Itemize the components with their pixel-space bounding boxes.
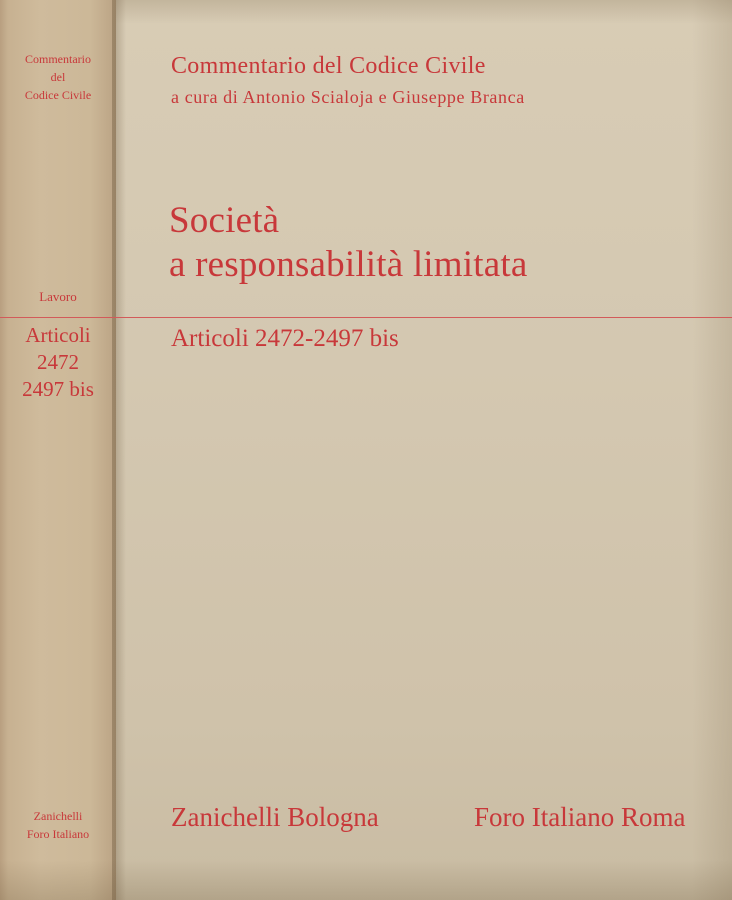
cover-publisher-roma: Foro Italiano Roma bbox=[474, 802, 686, 832]
spine-articles-line: 2497 bis bbox=[22, 377, 94, 401]
cover-series-title: Commentario del Codice Civile bbox=[171, 53, 486, 79]
spine-publisher-line: Zanichelli bbox=[33, 809, 83, 823]
book-spine bbox=[0, 0, 116, 900]
spine-section-label: Lavoro bbox=[39, 289, 77, 304]
cover-edge-shadow bbox=[692, 0, 732, 900]
red-horizontal-rule bbox=[0, 317, 732, 318]
spine-publisher-line: Foro Italiano bbox=[26, 827, 90, 841]
spine-articles-line: 2472 bbox=[37, 350, 79, 374]
spine-series-title bbox=[0, 50, 116, 104]
spine-articles bbox=[0, 322, 116, 403]
spine-series-line: del bbox=[50, 70, 66, 84]
spine-series-line: Codice Civile bbox=[24, 88, 92, 102]
cover-title-line: a responsabilità limitata bbox=[169, 244, 528, 285]
cover-top-wear bbox=[116, 0, 732, 24]
spine-articles-line: Articoli bbox=[25, 323, 91, 347]
cover-bottom-wear bbox=[0, 860, 732, 900]
cover-title-line: Società bbox=[169, 200, 280, 241]
cover-publisher-bologna: Zanichelli Bologna bbox=[171, 802, 379, 832]
cover-articles: Articoli 2472-2497 bis bbox=[171, 325, 399, 352]
front-cover bbox=[116, 0, 732, 900]
cover-editors: a cura di Antonio Scialoja e Giuseppe Branca bbox=[171, 87, 525, 107]
cover-main-title bbox=[169, 199, 527, 287]
spine-series-line: Commentario bbox=[25, 52, 91, 66]
spine-publisher bbox=[0, 807, 116, 843]
spine-fold-shadow bbox=[112, 0, 126, 900]
